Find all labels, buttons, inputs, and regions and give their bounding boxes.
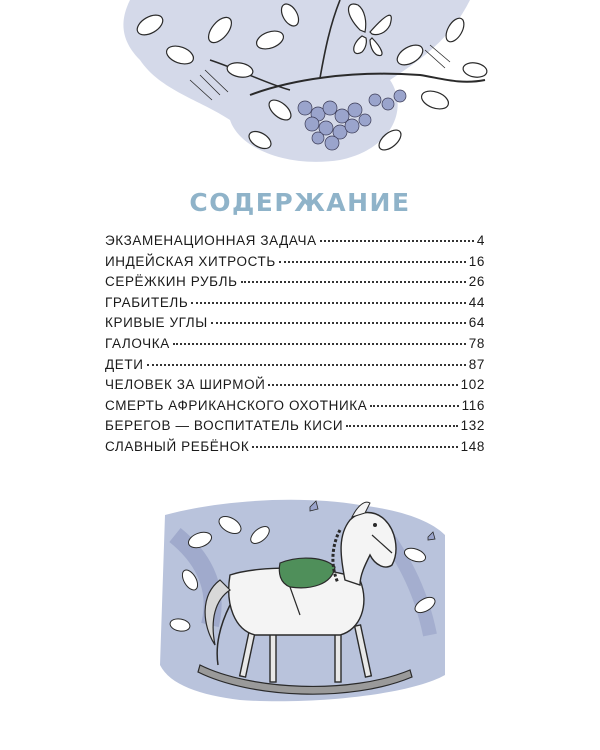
toc-leader-dots — [346, 425, 457, 427]
toc-entry — [105, 398, 485, 419]
toc-entry-title: ЭКЗАМЕНАЦИОННАЯ ЗАДАЧА — [105, 233, 317, 248]
toc-leader-dots — [191, 302, 465, 304]
toc-entry-title: СЕРЁЖКИН РУБЛЬ — [105, 274, 238, 290]
toc-leader-dots — [241, 281, 466, 283]
toc-leader-dots — [268, 384, 457, 386]
toc-leader-dots — [252, 446, 457, 448]
toc-entry-title: СМЕРТЬ АФРИКАНСКОГО ОХОТНИКА — [105, 397, 368, 413]
toc-entry-title: СЛАВНЫЙ РЕБЁНОК — [105, 438, 250, 454]
toc-entry — [105, 233, 485, 254]
toc-entry-title: БЕРЕГОВ — ВОСПИТАТЕЛЬ КИСИ — [105, 418, 344, 434]
toc-entry — [105, 439, 485, 460]
toc-entry-page: 64 — [468, 315, 485, 331]
toc-leader-dots — [211, 322, 466, 324]
toc-entry-page: 116 — [461, 397, 485, 413]
toc-entry-page: 132 — [460, 418, 485, 434]
toc-entry-title: ГАЛОЧКА — [105, 335, 170, 351]
lilac-branch-illustration — [90, 0, 510, 170]
rocking-horse-illustration — [160, 495, 450, 720]
toc-entry-title: КРИВЫЕ УГЛЫ — [105, 315, 208, 331]
toc-entry-page: 4 — [476, 233, 485, 248]
toc-leader-dots — [320, 240, 474, 242]
toc-entry-page: 102 — [460, 377, 485, 393]
toc-list — [105, 233, 485, 460]
toc-entry-page: 78 — [468, 335, 485, 351]
toc-entry-page: 44 — [468, 294, 485, 310]
toc-entry-page: 148 — [460, 438, 485, 454]
toc-title: СОДЕРЖАНИЕ — [189, 188, 411, 217]
toc-leader-dots — [173, 343, 466, 345]
toc-entry-title: ГРАБИТЕЛЬ — [105, 294, 189, 310]
toc-entry — [105, 357, 485, 378]
toc-leader-dots — [147, 364, 466, 366]
toc-leader-dots — [279, 261, 466, 263]
toc-entry-page: 26 — [468, 274, 485, 290]
toc-entry — [105, 295, 485, 316]
toc-entry — [105, 315, 485, 336]
toc-entry — [105, 418, 485, 439]
toc-entry-page: 16 — [468, 253, 485, 269]
toc-entry-title: ДЕТИ — [105, 356, 144, 372]
toc-entry — [105, 274, 485, 295]
toc-entry — [105, 336, 485, 357]
toc-entry — [105, 377, 485, 398]
toc-entry — [105, 254, 485, 275]
toc-leader-dots — [370, 405, 458, 407]
toc-entry-title: ИНДЕЙСКАЯ ХИТРОСТЬ — [105, 253, 276, 269]
toc-entry-title: ЧЕЛОВЕК ЗА ШИРМОЙ — [105, 377, 266, 393]
toc-entry-page: 87 — [468, 356, 485, 372]
